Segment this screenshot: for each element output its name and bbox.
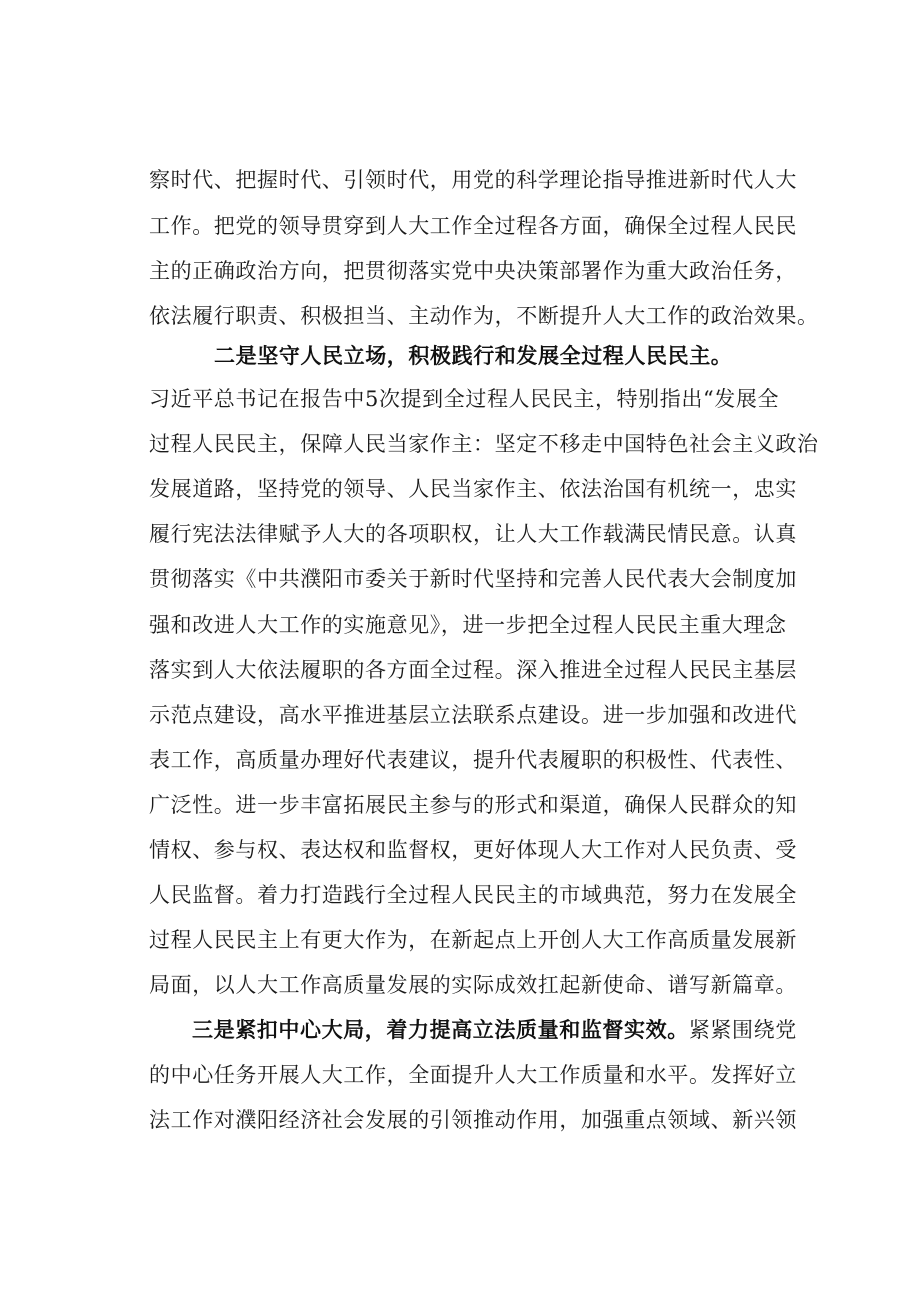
paragraph-2-line-5: 贯彻落实《中共濮阳市委关于新时代坚持和完善人民代表大会制度加 xyxy=(149,567,797,591)
paragraph-2-line-4: 履行宪法法律赋予人大的各项职权，让人大工作载满民情民意。认真 xyxy=(149,522,797,546)
paragraph-2-line-7: 落实到人大依法履职的各方面全过程。深入推进全过程人民民主基层 xyxy=(149,658,797,682)
paragraph-1-line-4: 依法履行职责、积极担当、主动作为，不断提升人大工作的政治效果。 xyxy=(149,304,819,328)
section-heading-3: 三是紧扣中心大局，着力提高立法质量和监督实效。 xyxy=(192,1017,689,1042)
paragraph-2-line-3: 发展道路，坚持党的领导、人民当家作主、依法治国有机统一，忠实 xyxy=(149,477,797,501)
paragraph-2-line-10: 广泛性。进一步丰富拓展民主参与的形式和渠道，确保人民群众的知 xyxy=(149,793,797,817)
paragraph-2-line-14: 局面，以人大工作高质量发展的实际成效扛起新使命、谱写新篇章。 xyxy=(149,973,797,997)
paragraph-1-line-2: 工作。把党的领导贯穿到人大工作全过程各方面，确保全过程人民民 xyxy=(149,214,797,238)
paragraph-3-line-2: 法工作对濮阳经济社会发展的引领推动作用，加强重点领域、新兴领 xyxy=(149,1108,797,1132)
section-heading-2: 二是坚守人民立场，积极践行和发展全过程人民民主。 xyxy=(214,343,733,368)
paragraph-2-line-6: 强和改进人大工作的实施意见》，进一步把全过程人民民主重大理念 xyxy=(149,613,787,637)
paragraph-3-line-1: 的中心任务开展人大工作，全面提升人大工作质量和水平。发挥好立 xyxy=(149,1063,797,1087)
paragraph-2-line-13: 过程人民民主上有更大作为，在新起点上开创人大工作高质量发展新 xyxy=(149,928,797,952)
paragraph-2-line-11: 情权、参与权、表达权和监督权，更好体现人大工作对人民负责、受 xyxy=(149,838,797,862)
paragraph-2-line-1: 习近平总书记在报告中5次提到全过程人民民主，特别指出“发展全 xyxy=(149,387,780,411)
paragraph-2-line-12: 人民监督。着力打造践行全过程人民民主的市域典范，努力在发展全 xyxy=(149,883,797,907)
section-heading-3-tail: 紧紧围绕党 xyxy=(688,1018,797,1042)
paragraph-1-line-3: 主的正确政治方向，把贯彻落实党中央决策部署作为重大政治任务， xyxy=(149,259,797,283)
section-heading-3-line xyxy=(192,1013,797,1047)
paragraph-2-line-9: 表工作，高质量办理好代表建议，提升代表履职的积极性、代表性、 xyxy=(149,748,797,772)
paragraph-2-line-2: 过程人民民主，保障人民当家作主：坚定不移走中国特色社会主义政治 xyxy=(149,432,819,456)
paragraph-2-line-8: 示范点建设，高水平推进基层立法联系点建设。进一步加强和改进代 xyxy=(149,703,797,727)
paragraph-1-line-1: 察时代、把握时代、引领时代，用党的科学理论指导推进新时代人大 xyxy=(149,168,797,192)
